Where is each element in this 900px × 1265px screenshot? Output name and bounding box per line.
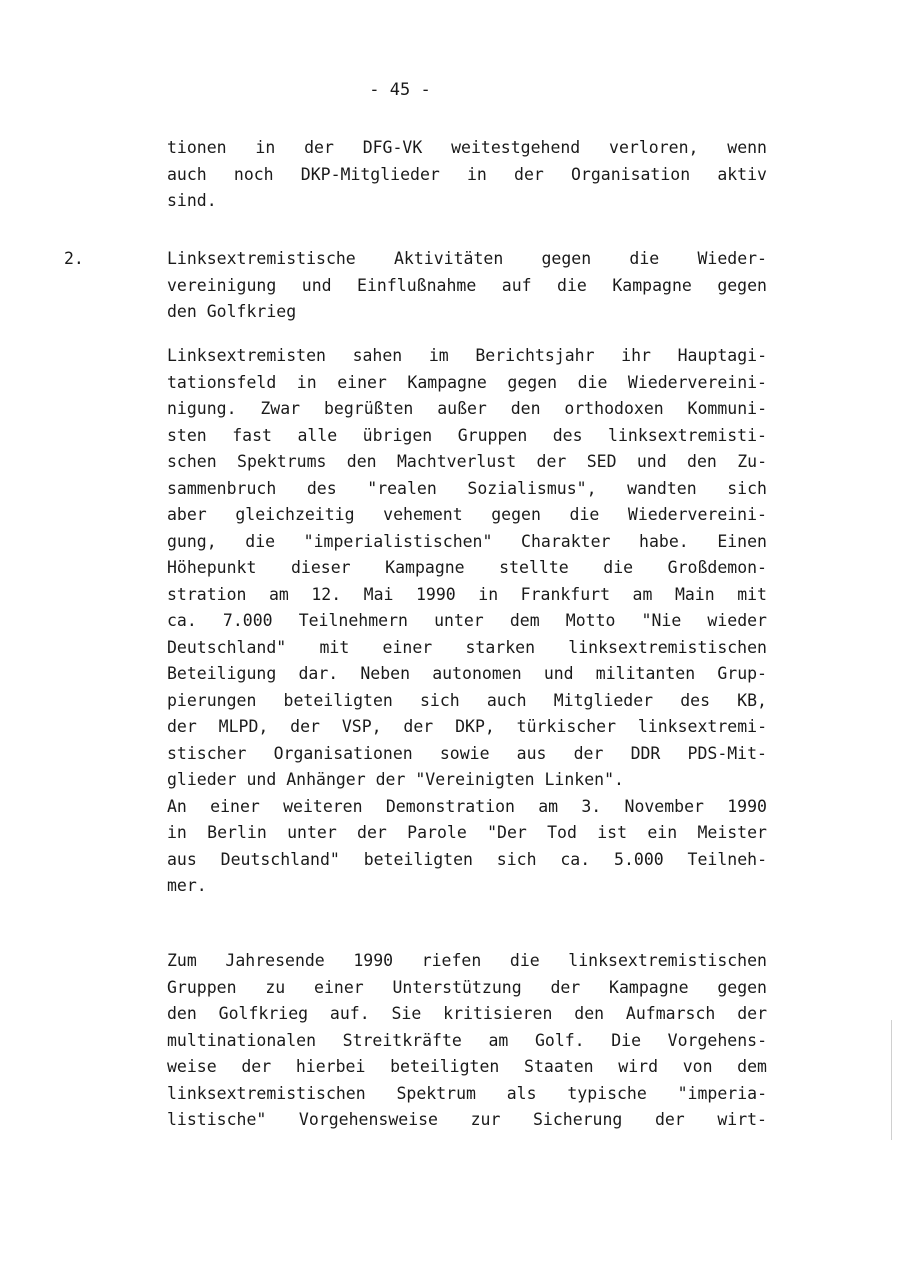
text-line: auch noch DKP-Mitglieder in der Organisation aktiv bbox=[167, 164, 767, 184]
text-line: gung, die "imperialistischen" Charakter habe. Einen bbox=[167, 531, 767, 551]
heading-line: vereinigung und Einflußnahme auf die Kampagne gegen bbox=[167, 275, 767, 295]
text-line: schen Spektrums den Machtverlust der SED und den Zu- bbox=[167, 452, 767, 471]
text-line: aus Deutschland" beteiligten sich ca. 5.000 Teilneh- bbox=[167, 849, 767, 869]
text-line: ca. 7.000 Teilnehmern unter dem Motto "Nie wieder bbox=[167, 611, 767, 630]
text-line: tionen in der DFG-VK weitestgehend verloren, wenn bbox=[167, 138, 767, 157]
text-line: linksextremistischen Spektrum als typische "imperia- bbox=[167, 1083, 767, 1103]
text-line: Höhepunkt dieser Kampagne stellte die Großdemon- bbox=[167, 558, 767, 577]
text-line: tationsfeld in einer Kampagne gegen die Wiedervereini- bbox=[167, 372, 767, 392]
page-number: - 45 - bbox=[369, 80, 431, 100]
text-line: stration am 12. Mai 1990 in Frankfurt am Main mit bbox=[167, 584, 767, 604]
text-line: der MLPD, der VSP, der DKP, türkischer linksextremi- bbox=[167, 717, 767, 736]
paragraph-1 bbox=[167, 343, 767, 900]
text-line: stischer Organisationen sowie aus der DDR PDS-Mit- bbox=[167, 743, 767, 763]
section-heading bbox=[167, 246, 767, 326]
text-line: multinationalen Streitkräfte am Golf. Die Vorgehens- bbox=[167, 1030, 767, 1050]
text-line: Beteiligung dar. Neben autonomen und militanten Grup- bbox=[167, 664, 767, 683]
text-line: weise der hierbei beteiligten Staaten wird von dem bbox=[167, 1057, 767, 1076]
text-line: listische" Vorgehensweise zur Sicherung der wirt- bbox=[167, 1110, 767, 1129]
text-line: glieder und Anhänger der "Vereinigten Linken". bbox=[167, 770, 624, 789]
text-line: sammenbruch des "realen Sozialismus", wandten sich bbox=[167, 478, 767, 498]
text-line: Linksextremisten sahen im Berichtsjahr ihr Hauptagi- bbox=[167, 346, 767, 365]
text-line: sind. bbox=[167, 191, 217, 210]
text-line: Gruppen zu einer Unterstützung der Kampagne gegen bbox=[167, 977, 767, 997]
text-line: An einer weiteren Demonstration am 3. November 1990 bbox=[167, 796, 767, 816]
text-line: Zum Jahresende 1990 riefen die linksextremistischen bbox=[167, 951, 767, 970]
heading-line: den Golfkrieg bbox=[167, 302, 297, 321]
text-line: aber gleichzeitig vehement gegen die Wiedervereini- bbox=[167, 505, 767, 524]
heading-line: Linksextremistische Aktivitäten gegen die Wieder- bbox=[167, 249, 767, 268]
text-line: den Golfkrieg auf. Sie kritisieren den Aufmarsch der bbox=[167, 1004, 767, 1023]
scan-edge-mark bbox=[891, 1020, 892, 1140]
text-line: in Berlin unter der Parole "Der Tod ist ein Meister bbox=[167, 823, 767, 842]
text-line: sten fast alle übrigen Gruppen des linksextremisti- bbox=[167, 425, 767, 445]
text-line: mer. bbox=[167, 876, 207, 895]
intro-paragraph bbox=[167, 135, 767, 215]
text-line: nigung. Zwar begrüßten außer den orthodoxen Kommuni- bbox=[167, 399, 767, 418]
text-line: pierungen beteiligten sich auch Mitglieder des KB, bbox=[167, 690, 767, 710]
section-number: 2. bbox=[64, 249, 84, 268]
paragraph-2 bbox=[167, 948, 767, 1134]
text-line: Deutschland" mit einer starken linksextremistischen bbox=[167, 637, 767, 657]
